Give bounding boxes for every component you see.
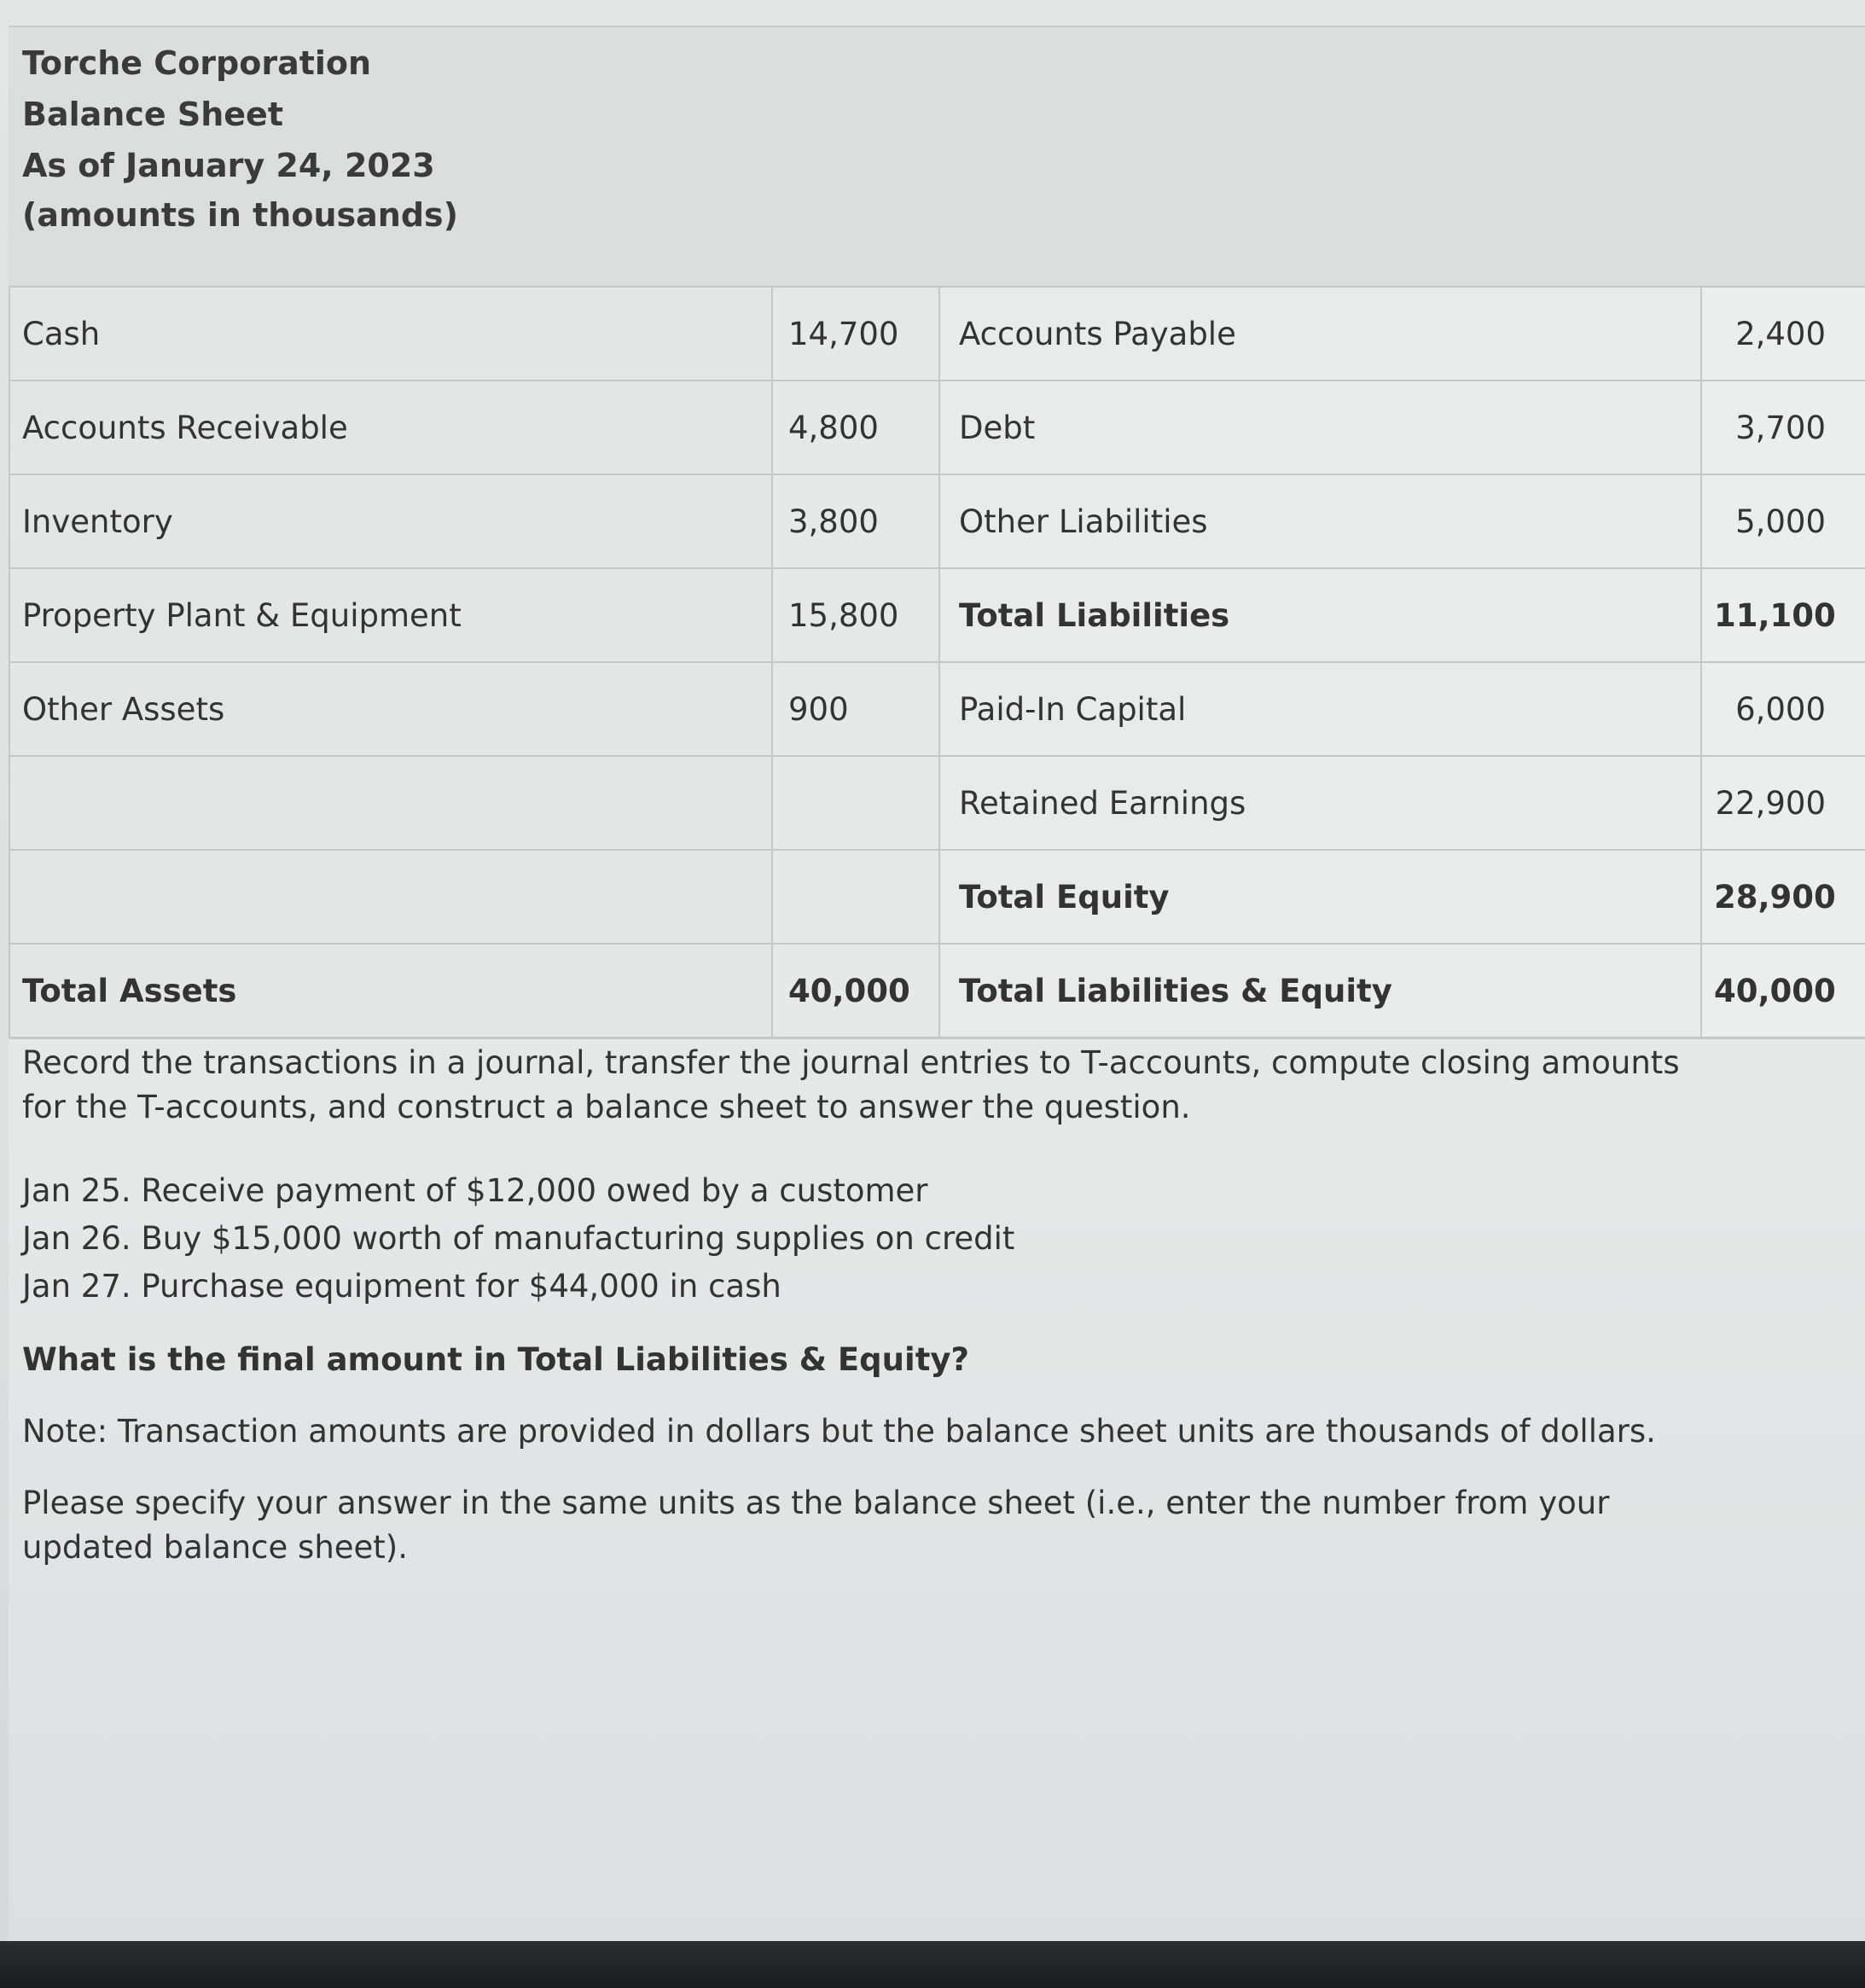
transaction-item: Jan 26. Buy $15,000 worth of manufacturing supplies on credit (22, 1220, 1015, 1257)
question-page (9, 26, 1865, 1941)
liability-value: 11,100 (1701, 568, 1865, 662)
asset-value (772, 850, 939, 944)
transaction-item: Jan 25. Receive payment of $12,000 owed by a customer (22, 1172, 928, 1209)
table-row (9, 568, 1865, 662)
statement-date: As of January 24, 2023 (22, 147, 435, 184)
company-name: Torche Corporation (22, 44, 372, 82)
statement-title: Balance Sheet (22, 96, 283, 133)
asset-label: Other Assets (9, 662, 772, 756)
instructions-line: Record the transactions in a journal, transfer the journal entries to T-accounts, compute closing amounts (22, 1044, 1680, 1081)
answer-hint-line: updated balance sheet). (22, 1529, 409, 1566)
asset-label (9, 850, 772, 944)
liability-label: Accounts Payable (939, 287, 1701, 381)
table-row (9, 381, 1865, 474)
liability-value: 2,400 (1701, 287, 1865, 381)
asset-label: Cash (9, 287, 772, 381)
liability-label: Total Equity (939, 850, 1701, 944)
table-row (9, 287, 1865, 381)
liability-value: 5,000 (1701, 474, 1865, 568)
liability-label: Other Liabilities (939, 474, 1701, 568)
liability-label: Debt (939, 381, 1701, 474)
table-row (9, 662, 1865, 756)
asset-value (772, 756, 939, 850)
asset-value: 14,700 (772, 287, 939, 381)
liability-value: 22,900 (1701, 756, 1865, 850)
asset-value: 4,800 (772, 381, 939, 474)
statement-units: (amounts in thousands) (22, 196, 459, 234)
liability-value: 3,700 (1701, 381, 1865, 474)
liability-label: Total Liabilities & Equity (939, 944, 1701, 1038)
table-row (9, 850, 1865, 944)
asset-value: 40,000 (772, 944, 939, 1038)
asset-label: Total Assets (9, 944, 772, 1038)
table-row (9, 944, 1865, 1038)
units-note: Note: Transaction amounts are provided in dollars but the balance sheet units are thousands of dollars. (22, 1413, 1656, 1450)
screen-bezel (0, 1941, 1865, 1988)
transaction-item: Jan 27. Purchase equipment for $44,000 in cash (22, 1268, 781, 1305)
balance-sheet-table (9, 286, 1865, 1039)
answer-hint-line: Please specify your answer in the same units as the balance sheet (i.e., enter the number from your (22, 1485, 1610, 1521)
liability-value: 6,000 (1701, 662, 1865, 756)
asset-value: 900 (772, 662, 939, 756)
asset-label: Inventory (9, 474, 772, 568)
liability-label: Paid-In Capital (939, 662, 1701, 756)
asset-label: Property Plant & Equipment (9, 568, 772, 662)
asset-label (9, 756, 772, 850)
asset-label: Accounts Receivable (9, 381, 772, 474)
question-text: What is the final amount in Total Liabilities & Equity? (22, 1341, 969, 1378)
liability-label: Total Liabilities (939, 568, 1701, 662)
liability-value: 40,000 (1701, 944, 1865, 1038)
asset-value: 15,800 (772, 568, 939, 662)
table-row (9, 756, 1865, 850)
liability-value: 28,900 (1701, 850, 1865, 944)
liability-label: Retained Earnings (939, 756, 1701, 850)
balance-sheet-header (9, 26, 1865, 289)
instructions-line: for the T-accounts, and construct a balance sheet to answer the question. (22, 1089, 1191, 1125)
asset-value: 3,800 (772, 474, 939, 568)
table-row (9, 474, 1865, 568)
